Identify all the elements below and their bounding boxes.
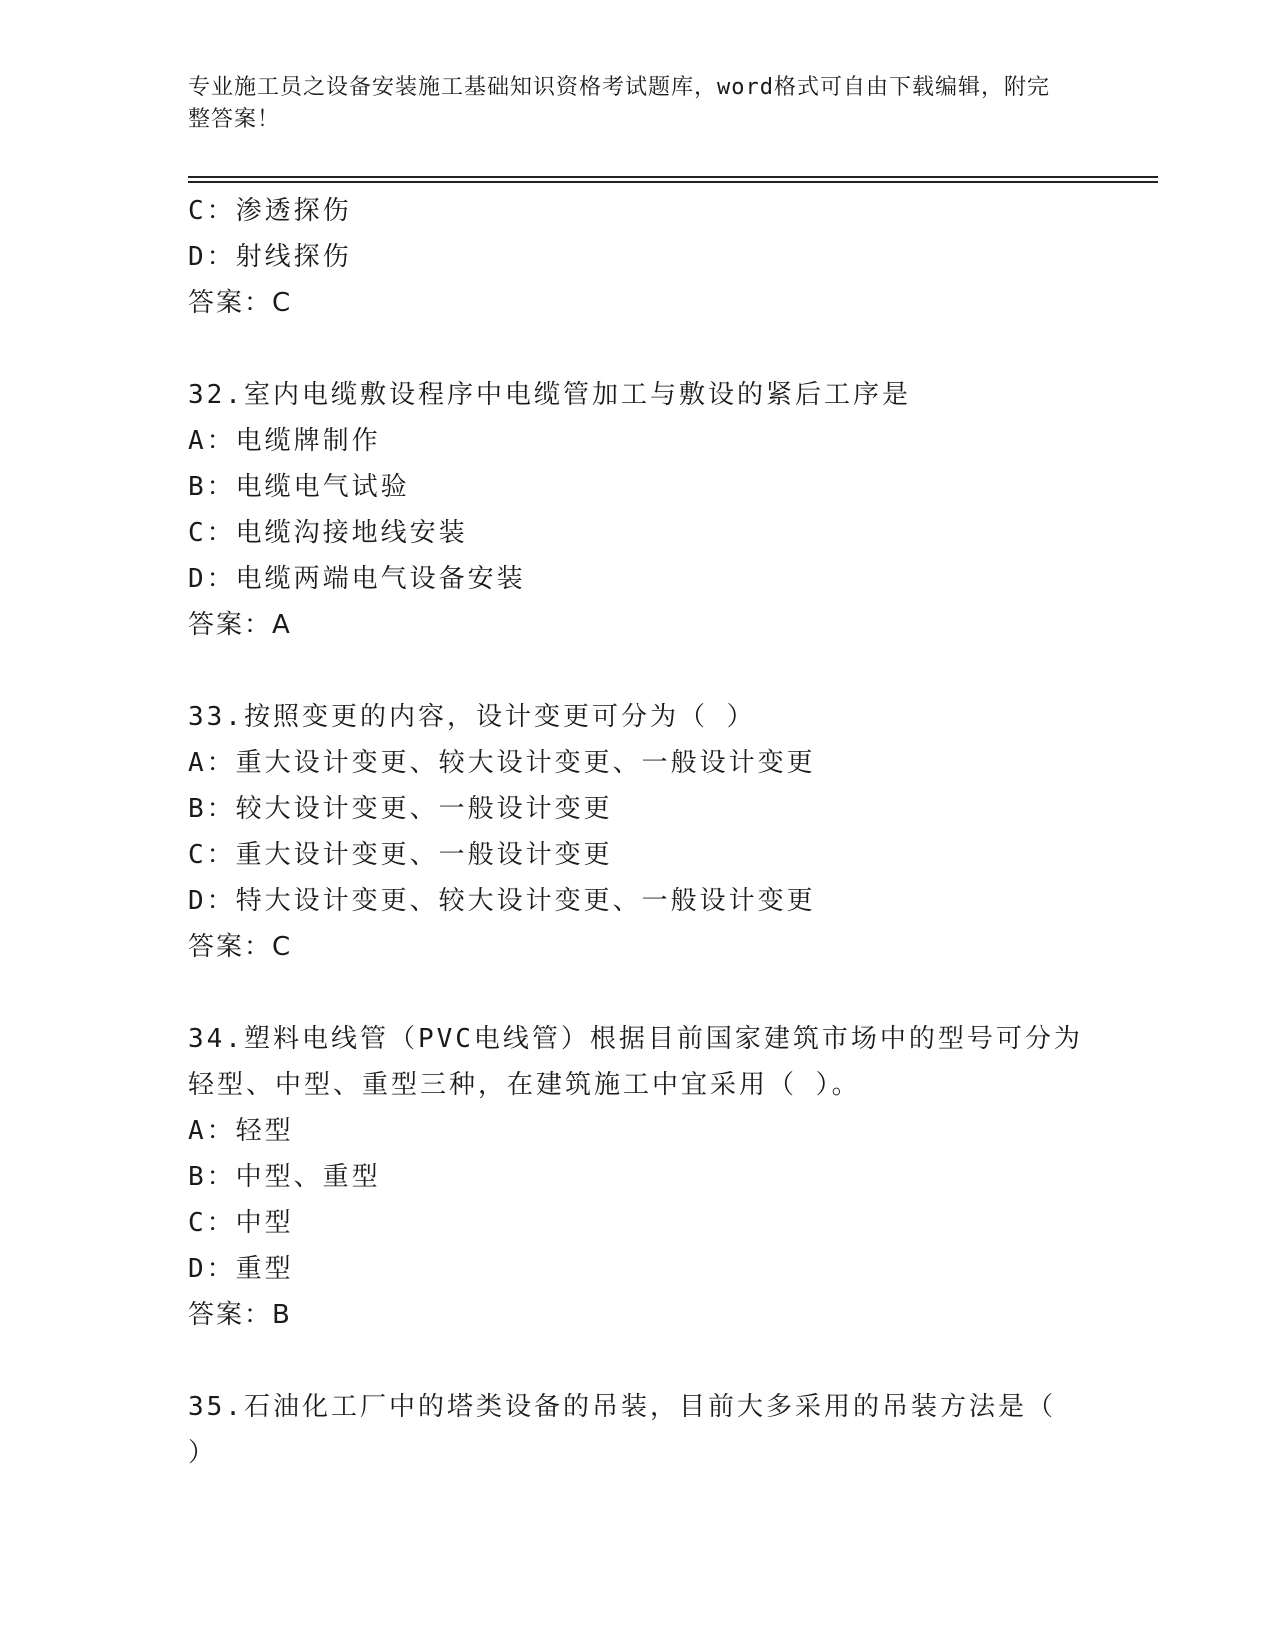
spacer	[188, 970, 1088, 1016]
answer-line: 答案：A	[188, 610, 292, 640]
option-c: C：重大设计变更、一般设计变更	[188, 840, 613, 870]
question-block-31	[188, 188, 1088, 326]
option-b: B：较大设计变更、一般设计变更	[188, 794, 613, 824]
option-b: B：中型、重型	[188, 1162, 381, 1192]
header-divider-top	[188, 176, 1158, 178]
answer-line: 答案：C	[188, 288, 293, 318]
option-a: A：电缆牌制作	[188, 426, 381, 456]
question-list	[188, 188, 1088, 1476]
spacer	[188, 326, 1088, 372]
option-a: A：重大设计变更、较大设计变更、一般设计变更	[188, 748, 816, 778]
question-text: 35.石油化工厂中的塔类设备的吊装，目前大多采用的吊装方法是（ ）	[188, 1392, 1056, 1468]
question-text: 33.按照变更的内容，设计变更可分为（ ）	[188, 702, 756, 732]
answer-line: 答案：C	[188, 932, 293, 962]
header-divider-bottom	[188, 181, 1158, 183]
document-header: 专业施工员之设备安装施工基础知识资格考试题库，word格式可自由下载编辑，附完整答案！	[188, 75, 1050, 132]
question-text: 34.塑料电线管（PVC电线管）根据目前国家建筑市场中的型号可分为轻型、中型、重型三种，在建筑施工中宜采用（ ）。	[188, 1024, 1083, 1100]
spacer	[188, 648, 1088, 694]
question-block-32	[188, 372, 1088, 648]
option-c: C：电缆沟接地线安装	[188, 518, 468, 548]
question-text: 32.室内电缆敷设程序中电缆管加工与敷设的紧后工序是	[188, 380, 911, 410]
option-d: D：重型	[188, 1254, 294, 1284]
option-c: C：渗透探伤	[188, 196, 352, 226]
option-a: A：轻型	[188, 1116, 294, 1146]
spacer	[188, 1338, 1088, 1384]
question-block-35	[188, 1384, 1088, 1476]
question-block-34	[188, 1016, 1088, 1338]
option-d: D：射线探伤	[188, 242, 352, 272]
question-block-33	[188, 694, 1088, 970]
option-d: D：特大设计变更、较大设计变更、一般设计变更	[188, 886, 816, 916]
option-c: C：中型	[188, 1208, 294, 1238]
option-b: B：电缆电气试验	[188, 472, 410, 502]
option-d: D：电缆两端电气设备安装	[188, 564, 526, 594]
answer-line: 答案：B	[188, 1300, 292, 1330]
